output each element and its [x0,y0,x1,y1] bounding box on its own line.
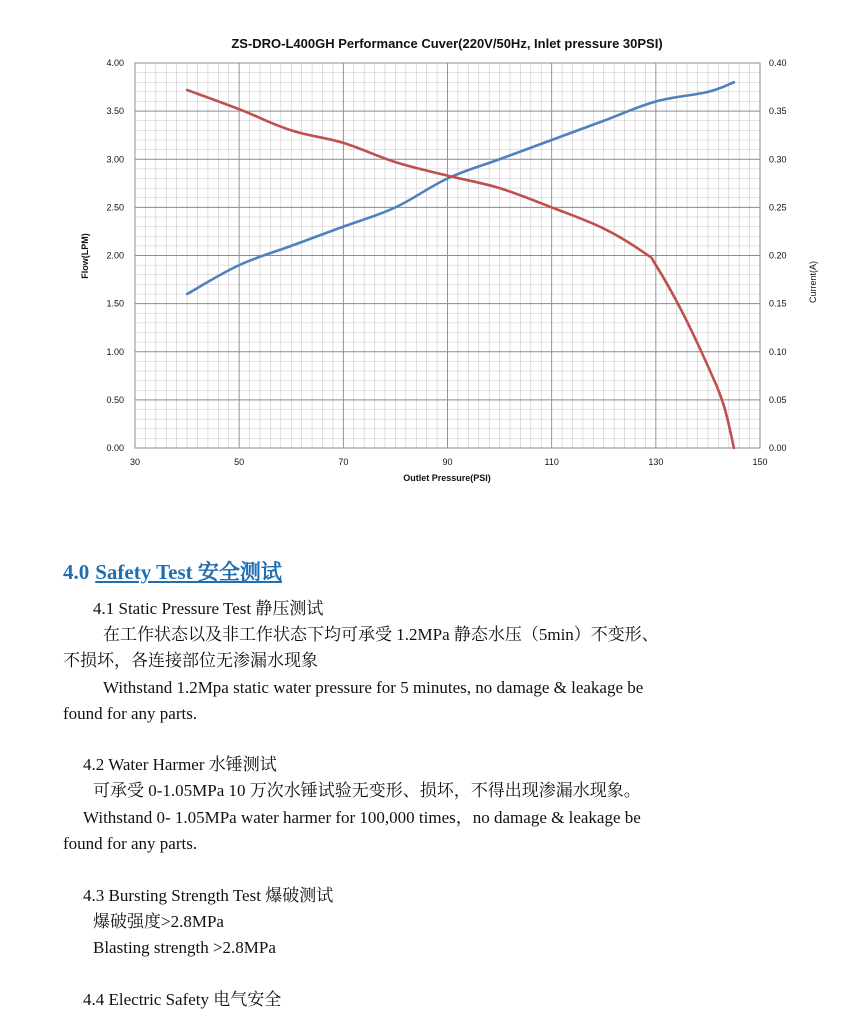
performance-chart [0,0,849,500]
section-number: 4.0 [63,560,90,584]
x-tick-label: 30 [129,457,141,467]
y2-tick-label: 0.20 [769,250,787,261]
y2-tick-label: 0.40 [769,58,787,68]
y-axis-label: Flow(LPM) [80,233,90,279]
y-tick-label: 2.50 [106,202,124,213]
y2-tick-label: 0.15 [769,298,787,309]
y-tick-label: 3.00 [106,154,124,165]
y-tick-label: 2.00 [106,250,124,261]
s41-en-line2: found for any parts. [63,704,198,723]
y-tick-label: 1.00 [106,346,124,357]
s44-heading: 4.4 Electric Safety 电气安全 [83,990,282,1009]
x-tick-label: 150 [752,457,768,467]
y-tick-label: 4.00 [106,58,124,68]
y2-tick-label: 0.00 [769,443,787,453]
x-tick-label: 50 [234,457,245,467]
flow-series-line [187,90,734,448]
y-tick-label: 3.50 [106,106,124,117]
s42-en-line1: Withstand 0- 1.05MPa water harmer for 100,000 times，no damage & leakage be [83,808,641,827]
performance-chart-svg [0,0,849,500]
chart-title: ZS-DRO-L400GH Performance Cuver(220V/50Hz, Inlet pressure 30PSI) [231,36,663,51]
y-tick-label: 0.50 [106,394,124,405]
s41-heading: 4.1 Static Pressure Test 静压测试 [93,599,324,618]
s42-cn-line1: 可承受 0-1.05MPa 10 万次水锤试验无变形、损坏，不得出现渗漏水现象。 [93,781,641,800]
y-tick-label: 1.50 [106,298,124,309]
s43-cn-line1: 爆破强度>2.8MPa [93,912,224,931]
x-tick-label: 110 [544,457,559,467]
x-axis-label: Outlet Pressure(PSI) [403,473,491,483]
y2-tick-label: 0.10 [769,346,787,357]
s43-en-line1: Blasting strength >2.8MPa [93,938,276,957]
x-tick-label: 130 [648,457,664,467]
s41-en-line1: Withstand 1.2Mpa static water pressure for 5 minutes, no damage & leakage be [103,678,644,697]
y2-axis-label: Current(A) [808,260,818,304]
s43-heading: 4.3 Bursting Strength Test 爆破测试 [83,886,334,905]
section-title: Safety Test 安全测试 [95,560,282,584]
y-tick-label: 0.00 [106,443,124,453]
y2-tick-label: 0.35 [769,106,787,117]
y2-tick-label: 0.05 [769,394,787,405]
y2-tick-label: 0.30 [769,154,787,165]
x-tick-label: 70 [338,457,349,467]
s41-cn-line2: 不损坏，各连接部位无渗漏水现象 [63,651,318,670]
x-tick-label: 90 [442,457,453,467]
s41-cn-line1: 在工作状态以及非工作状态下均可承受 1.2MPa 静态水压（5min）不变形、 [103,625,659,644]
s42-heading: 4.2 Water Harmer 水锤测试 [83,755,277,774]
y2-tick-label: 0.25 [769,202,787,213]
section-heading [63,556,282,586]
s42-en-line2: found for any parts. [63,834,198,853]
